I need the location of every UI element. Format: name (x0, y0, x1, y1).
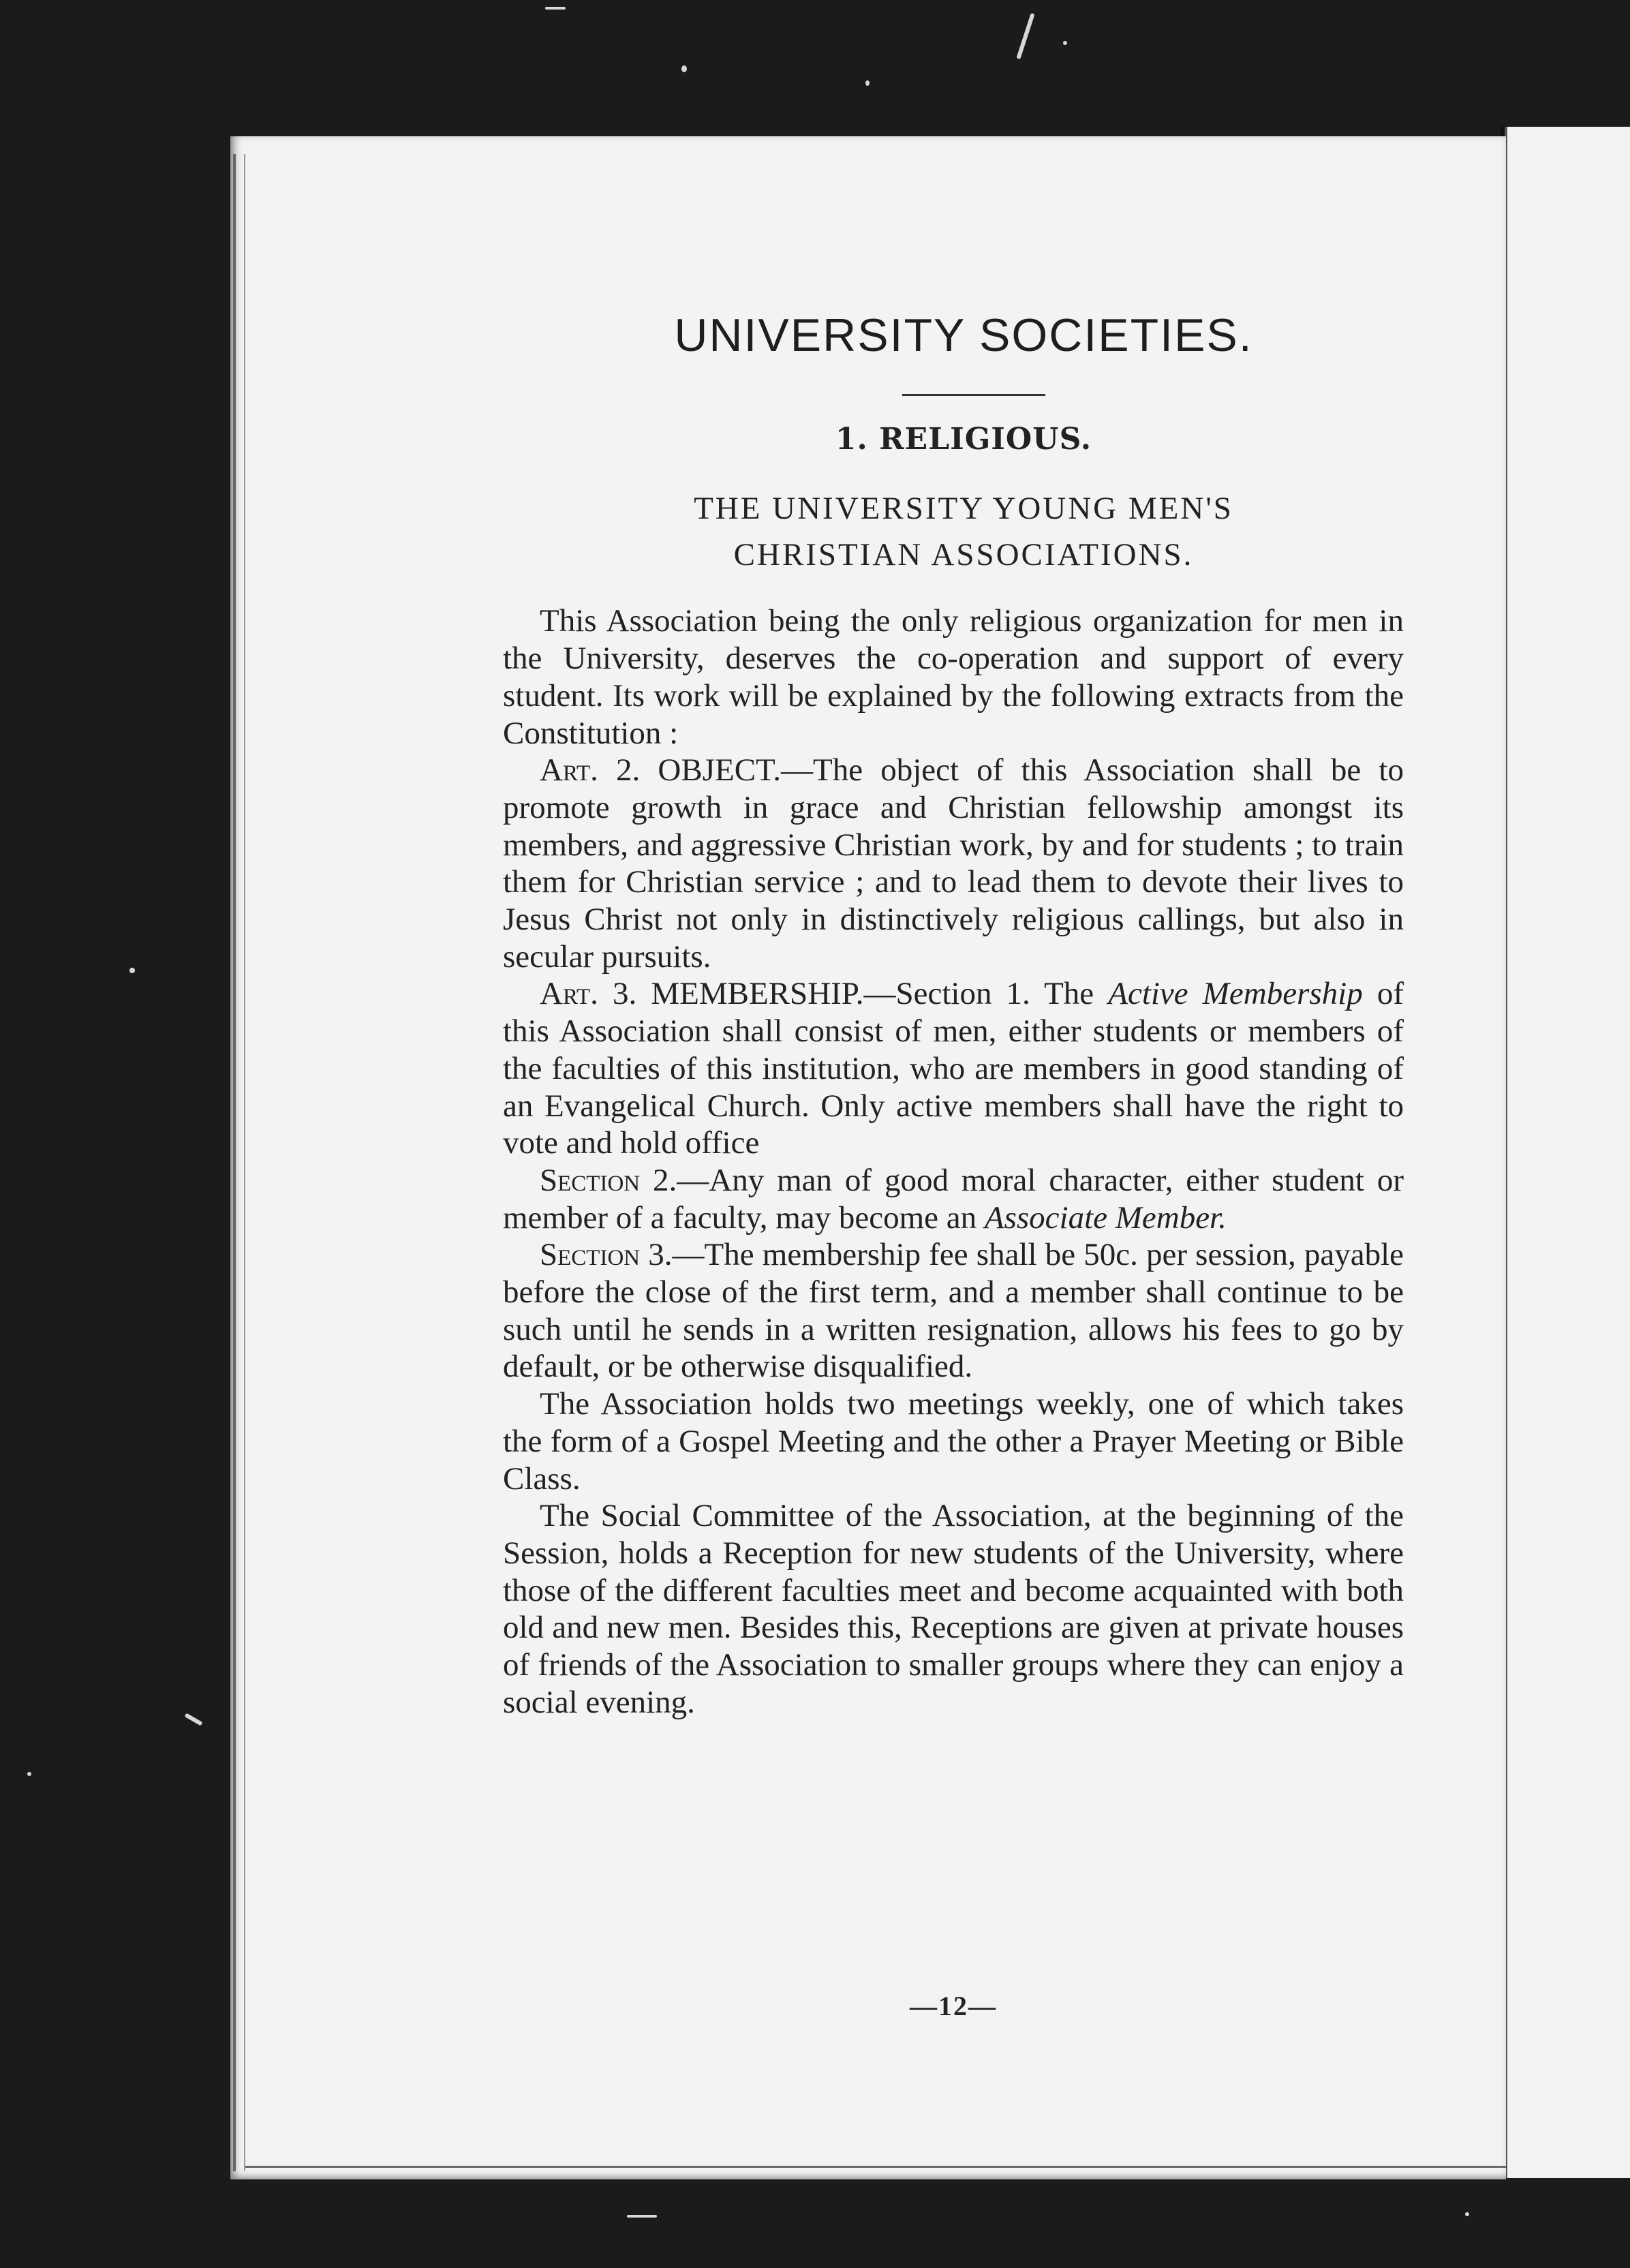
intro-paragraph: This Association being the only religious organization for men in the University, deserves the co-operation and support of every student. Its work will be explained by the following extracts from the Constitution : (503, 603, 1404, 751)
association-title-line-2: CHRISTIAN ASSOCIATIONS. (733, 537, 1194, 573)
body-text (503, 602, 1404, 1721)
section-3-label: Section 3. (540, 1237, 673, 1273)
section-3-text: —The membership fee shall be 50c. per session, payable before the close of the first term, and a member shall continue to be such until he sends in a written resignation, allows his fees to go by default, or be otherwise disqualified. (503, 1237, 1404, 1385)
association-title (503, 485, 1404, 578)
title-divider (902, 394, 1045, 396)
facing-page (1501, 127, 1630, 2178)
section-heading: 1. RELIGIOUS. (835, 422, 1092, 457)
section-2-text: —Any man of good moral character, either student or member of a faculty, may become an (503, 1162, 1404, 1236)
article-3-text-b: of this Association shall consist of men, either students or members of the faculties of this institution, who are members in good standing of an Evangelical Church. Only active members shall have the right to vote and hold office (503, 976, 1404, 1161)
page-left-edge (233, 154, 245, 2171)
section-2-label: Section 2. (540, 1162, 677, 1198)
scan-speck (681, 65, 687, 72)
social-paragraph: The Social Committee of the Association, at the beginning of the Session, holds a Reception for new students of the University, where those of the different faculties meet and become acquainted with both old and new men. Besides this, Receptions are given at private houses of friends of the Association to smaller groups where they can enjoy a social evening. (503, 1498, 1404, 1720)
article-3-label: Art. 3. (540, 976, 637, 1012)
article-2-paragraph (503, 752, 1404, 975)
scan-speck (1063, 41, 1067, 45)
association-title-line-1: THE UNIVERSITY YOUNG MEN'S (694, 491, 1233, 527)
associate-member-term: Associate Member. (984, 1199, 1227, 1236)
scan-speck (865, 80, 870, 86)
scan-speck (184, 1713, 202, 1726)
page-content (503, 305, 1404, 2021)
section-3-paragraph (503, 1236, 1404, 1385)
article-3-paragraph (503, 975, 1404, 1162)
scan-speck (129, 968, 135, 973)
page-bottom-edge (245, 2159, 1506, 2168)
page-number: —12— (910, 1991, 997, 2021)
article-3-text-a: MEMBERSHIP.—Section 1. The (651, 976, 1094, 1012)
article-2-text: OBJECT.—The object of this Association shall be to promote growth in grace and Christian fellowship amongst its members, and aggressive Christian work, by and for students ; to train them for Christian service ; and to lead them to devote their lives to Jesus Christ not only in distinctively religious callings, but also in secular pursuits. (503, 752, 1404, 975)
article-2-label: Art. 2. (540, 752, 641, 788)
page-title: UNIVERSITY SOCIETIES. (674, 309, 1253, 361)
scan-speck (627, 2215, 657, 2218)
active-membership-term: Active Membership (1108, 976, 1363, 1012)
scan-speck (1465, 2212, 1469, 2216)
scan-speck (27, 1772, 31, 1776)
scan-speck (545, 7, 566, 10)
scan-speck (1016, 13, 1034, 59)
meetings-paragraph: The Association holds two meetings weekly, one of which takes the form of a Gospel Meeting and the other a Prayer Meeting or Bible Class. (503, 1386, 1404, 1497)
section-2-paragraph (503, 1162, 1404, 1236)
